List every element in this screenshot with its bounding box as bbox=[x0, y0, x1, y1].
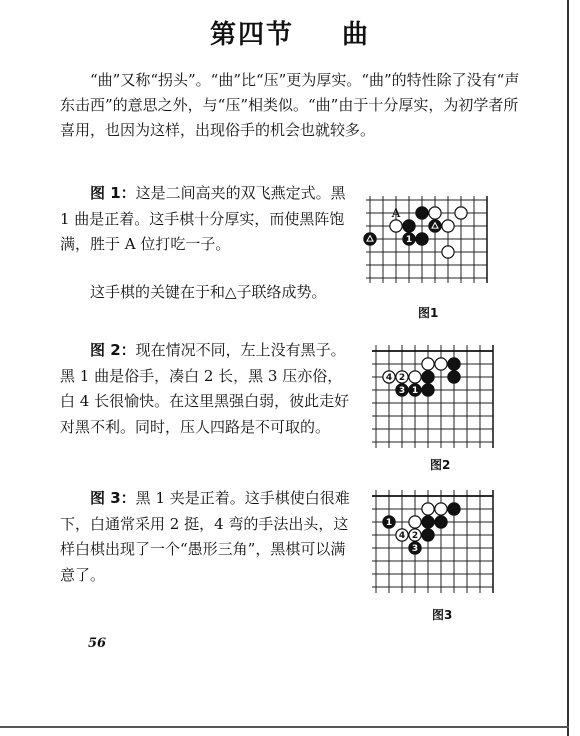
fig2-body: 现在情况不同，左上没有黑子。黑 1 曲是俗手，凑白 2 长，黑 3 压亦俗，白 4 长很愉快。在这里黑强白弱，彼此走好对黑不利。同时，压人四路是不可取的。 bbox=[60, 341, 350, 436]
move-number: 2 bbox=[398, 373, 406, 384]
white-stone bbox=[422, 358, 434, 370]
page-edge-bottom bbox=[0, 726, 569, 728]
go-diagram-fig2 bbox=[368, 345, 508, 449]
white-stone bbox=[442, 220, 454, 232]
fig1-body: 这是二间高夹的双飞燕定式。黑 1 曲是正着。这手棋十分厚实，而使黑阵饱满，胜于 A 位打吃一子。 bbox=[60, 184, 346, 253]
black-stone bbox=[422, 384, 434, 396]
move-number: 3 bbox=[411, 544, 419, 555]
black-stone bbox=[448, 371, 460, 383]
fig1-paragraph-2 bbox=[60, 280, 350, 306]
black-stone bbox=[448, 358, 460, 370]
fig3-caption: 图3 bbox=[432, 608, 453, 622]
white-stone bbox=[409, 516, 421, 528]
fig2-lead: 图 2： bbox=[90, 341, 136, 359]
white-stone bbox=[409, 371, 421, 383]
page-edge-right bbox=[567, 0, 569, 736]
go-diagram-fig3 bbox=[368, 490, 508, 600]
black-stone bbox=[416, 207, 428, 219]
move-number: 2 bbox=[411, 531, 419, 542]
white-stone bbox=[435, 503, 447, 515]
go-diagram-fig1 bbox=[360, 196, 500, 288]
black-stone bbox=[403, 220, 415, 232]
fig2-paragraph bbox=[60, 338, 352, 440]
move-number: 1 bbox=[405, 235, 413, 246]
white-stone bbox=[390, 220, 402, 232]
fig3-body: 黑 1 夹是正着。这手棋使白很难下，白通常采用 2 挺，4 弯的手法出头，这样白棋出现了一个“愚形三角”，黑棋可以满意了。 bbox=[60, 489, 350, 584]
move-number: 4 bbox=[398, 531, 406, 542]
black-stone bbox=[416, 233, 428, 245]
white-stone bbox=[442, 246, 454, 258]
fig2-caption: 图2 bbox=[430, 458, 451, 472]
fig1-caption: 图1 bbox=[418, 306, 439, 320]
fig3-lead: 图 3： bbox=[90, 489, 136, 507]
black-stone bbox=[422, 371, 434, 383]
white-stone bbox=[455, 207, 467, 219]
fig1-body-2: 这手棋的关键在于和△子联络成势。 bbox=[90, 283, 327, 301]
white-stone bbox=[422, 503, 434, 515]
intro-paragraph bbox=[60, 68, 520, 143]
fig1-paragraph bbox=[60, 181, 350, 258]
fig1-lead: 图 1： bbox=[90, 184, 136, 202]
move-number: 4 bbox=[385, 373, 393, 384]
white-stone bbox=[429, 207, 441, 219]
move-number: 1 bbox=[385, 518, 393, 529]
black-stone bbox=[448, 503, 460, 515]
point-label: A bbox=[391, 206, 401, 220]
intro-text: “曲”又称“拐头”。“曲”比“压”更为厚实。“曲”的特性除了没有“声东击西”的意思之外，与“压”相类似。“曲”由于十分厚实，为初学者所喜用，也因为这样，出现俗手的机会也就较多。 bbox=[60, 71, 520, 139]
fig3-paragraph bbox=[60, 486, 352, 588]
black-stone bbox=[422, 516, 434, 528]
section-number: 第四节 bbox=[209, 20, 294, 50]
page-number: 56 bbox=[88, 636, 107, 651]
black-stone bbox=[435, 516, 447, 528]
move-number: 1 bbox=[411, 386, 419, 397]
section-title bbox=[0, 14, 580, 51]
black-stone bbox=[422, 529, 434, 541]
move-number: 3 bbox=[398, 386, 406, 397]
section-name: 曲 bbox=[342, 20, 371, 50]
white-stone bbox=[435, 358, 447, 370]
